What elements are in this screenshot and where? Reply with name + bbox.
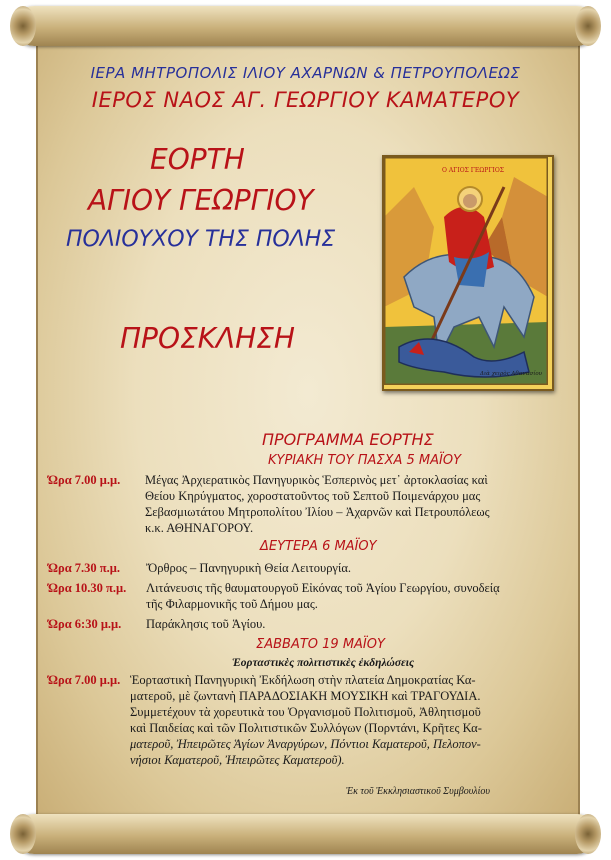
event-time: Ώρα 7.00 μ.μ. — [48, 673, 121, 687]
day-sunday-title: ΚΥΡΙΑΚΗ ΤΟΥ ΠΑΣΧΑ 5 ΜΑΪΟΥ — [268, 453, 462, 468]
metropolis-heading: ΙΕΡΑ ΜΗΤΡΟΠΟΛΙΣ ΙΛΙΟΥ ΑΧΑΡΝΩΝ & ΠΕΤΡΟΥΠΟΛΕΩΣ — [90, 64, 521, 82]
event-text: ματεροῦ, Ἠπειρῶτες Ἁγίων Ἀναργύρων, Πόντιοι Καματεροῦ, Πελοπον- — [130, 737, 481, 751]
event-time: Ώρα 10.30 π.μ. — [48, 581, 127, 595]
saint-george-icon-image — [384, 157, 548, 385]
event-text: ματεροῦ, μὲ ζωντανὴ ΠΑΡΑΔΟΣΙΑΚΗ ΜΟΥΣΙΚΗ καὶ ΤΡΑΓΟΥΔΙΑ. — [130, 689, 481, 703]
event-text: καὶ Παιδείας καὶ τῶν Πολιτιστικῶν Συλλόγων (Πορντάνι, Κρῆτες Κα- — [130, 721, 482, 735]
event-text: Μέγας Ἀρχιερατικὸς Πανηγυρικὸς Ἑσπερινὸς μετ᾽ ἀρτοκλασίας καὶ — [145, 473, 488, 487]
event-text: Ἑορταστικὴ Πανηγυρικὴ Ἐκδήλωση στὴν πλατεία Δημοκρατίας Κα- — [130, 673, 476, 687]
council-signature: Ἐκ τοῦ Ἐκκλησιαστικοῦ Συμβουλίου — [346, 786, 490, 797]
event-text: Ὄρθρος – Πανηγυρικὴ Θεία Λειτουργία. — [146, 561, 351, 575]
event-text: Παράκλησις τοῦ Ἁγίου. — [146, 617, 266, 631]
event-text: Θείου Κηρύγματος, χοροστατοῦντος τοῦ Σεπτοῦ Ποιμενάρχου μας — [145, 489, 481, 503]
scroll-roll-top — [14, 6, 597, 46]
event-text: Συμμετέχουν τὰ χορευτικὰ του Ὀργανισμοῦ Πολιτισμοῦ, Ἀθλητισμοῦ — [130, 705, 481, 719]
event-text: Σεβασμιωτάτου Μητροπολίτου Ἰλίου – Ἀχαρνῶν καὶ Πετρουπόλεως — [145, 505, 490, 519]
event-text: κ.κ. ΑΘΗΝΑΓΟΡΟΥ. — [145, 521, 254, 535]
title-patron: ΠΟΛΙΟΥΧΟΥ ΤΗΣ ΠΟΛΗΣ — [66, 227, 336, 252]
icon-caption-bottom: Διὰ χειρὸς Αθανασίου — [480, 371, 543, 377]
title-saint: ΑΓΙΟΥ ΓΕΩΡΓΙΟΥ — [88, 184, 314, 217]
event-time: Ώρα 7.00 μ.μ. — [48, 473, 121, 487]
icon-caption-top: Ο ΑΓΙΟΣ ΓΕΩΡΓΙΟΣ — [442, 167, 505, 174]
day-monday-title: ΔΕΥΤΕΡΑ 6 ΜΑΪΟΥ — [260, 539, 377, 554]
church-heading: ΙΕΡΟΣ ΝΑΟΣ ΑΓ. ΓΕΩΡΓΙΟΥ ΚΑΜΑΤΕΡΟΥ — [91, 88, 520, 112]
invitation-title: ΠΡΟΣΚΛΗΣΗ — [120, 322, 295, 355]
event-text: Λιτάνευσις τῆς θαυματουργοῦ Εἰκόνας τοῦ Ἁγίου Γεωργίου, συνοδείᾳ — [146, 581, 500, 595]
event-time: Ώρα 6:30 μ.μ. — [48, 617, 122, 631]
event-text: τῆς Φιλαρμονικῆς τοῦ Δήμου μας. — [146, 597, 318, 611]
saturday-subtitle: Ἑορταστικὲς πολιτιστικὲς ἐκδηλώσεις — [232, 657, 415, 669]
day-saturday-title: ΣΑΒΒΑΤΟ 19 ΜΑΪΟΥ — [256, 637, 385, 652]
event-text: νήσιοι Καματεροῦ, Ἠπειρῶτες Καματεροῦ). — [130, 753, 345, 767]
event-time: Ώρα 7.30 π.μ. — [48, 561, 120, 575]
saint-george-icon — [382, 155, 554, 391]
scroll-roll-bottom — [14, 814, 597, 854]
title-feast: ΕΟΡΤΗ — [150, 143, 245, 176]
program-heading: ΠΡΟΓΡΑΜΜΑ ΕΟΡΤΗΣ — [262, 430, 434, 449]
